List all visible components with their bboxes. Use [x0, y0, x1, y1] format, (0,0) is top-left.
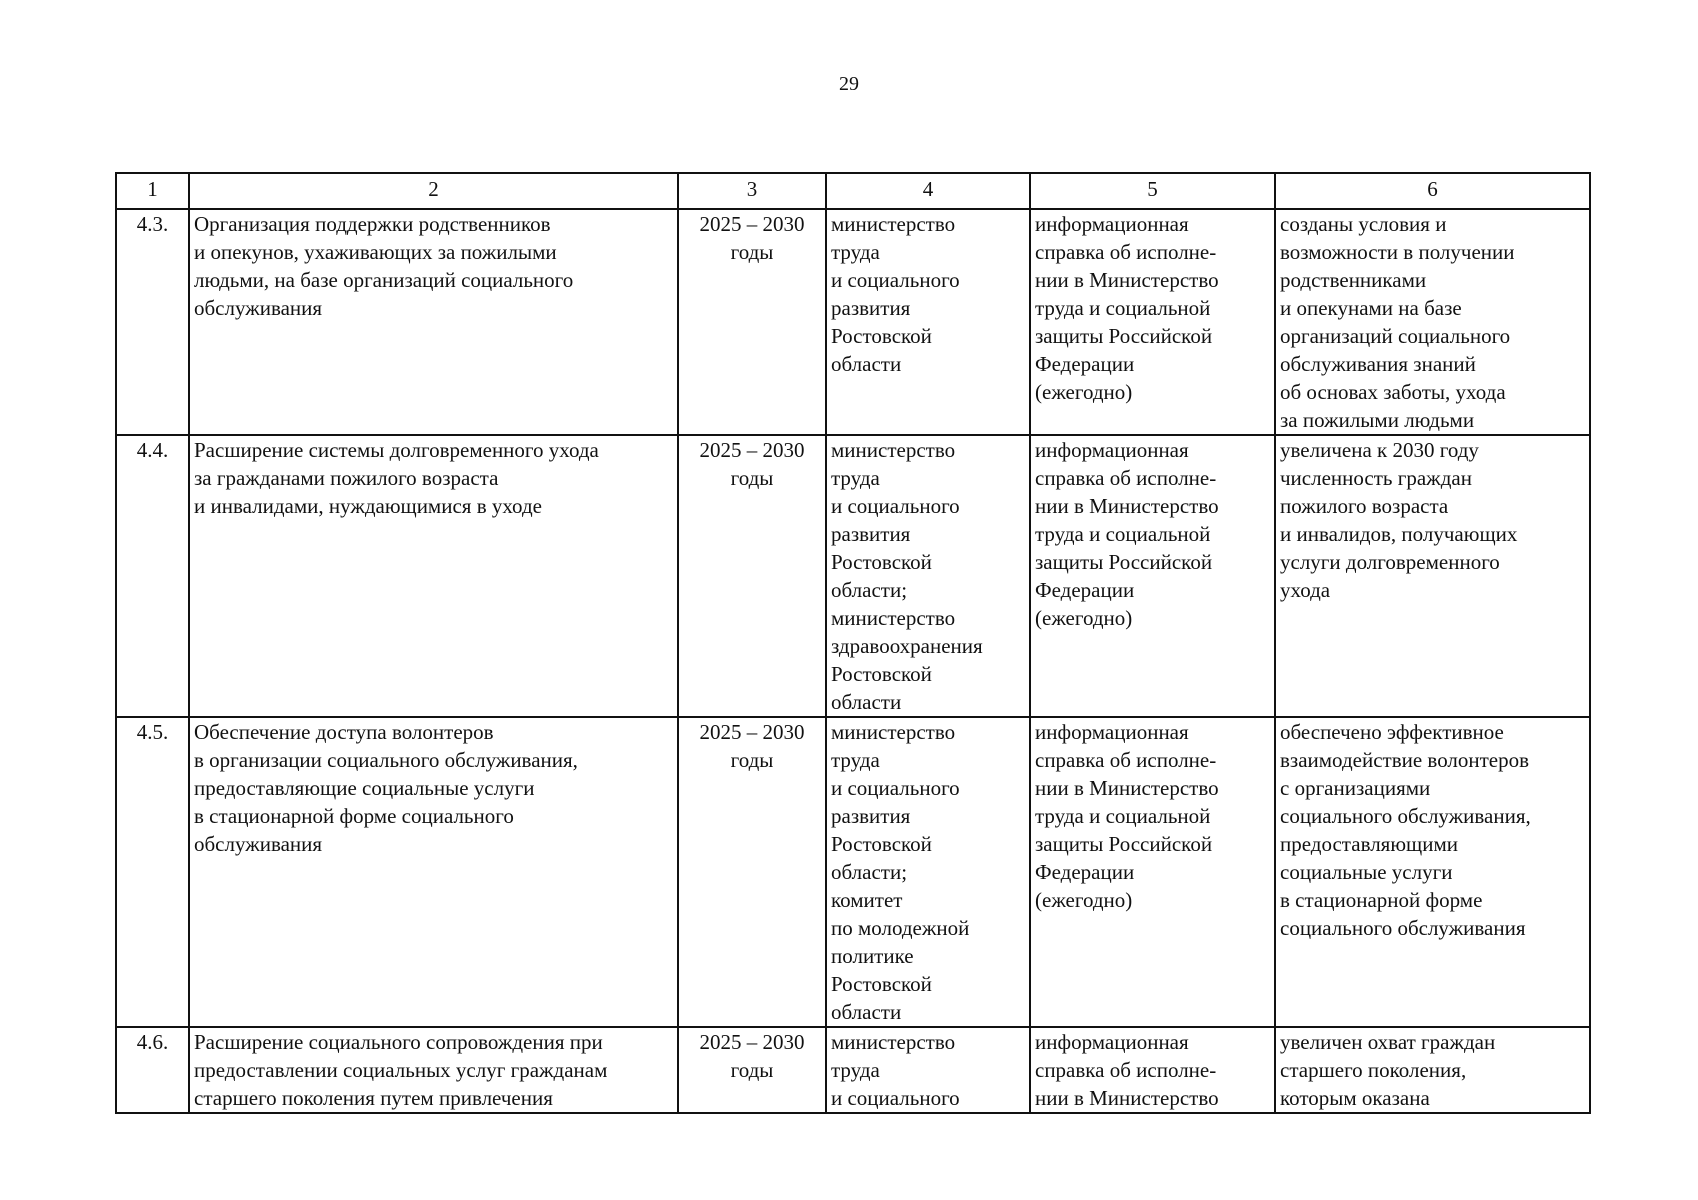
- measures-table: [115, 172, 1591, 1114]
- executor-line: министерство: [831, 606, 956, 630]
- activity-line: обслуживания: [194, 832, 323, 856]
- report-line: (ежегодно): [1035, 380, 1133, 404]
- executor-text: [831, 1028, 1025, 1112]
- activity-line: Организация поддержки родственников: [194, 212, 551, 236]
- report-text: [1035, 210, 1270, 406]
- result-line: социального обслуживания,: [1280, 804, 1531, 828]
- result-line: услуги долговременного: [1280, 550, 1500, 574]
- executor-cell: [826, 1027, 1030, 1113]
- report-line: нии в Министерство: [1035, 494, 1219, 518]
- executor-text: [831, 210, 1025, 378]
- executor-line: Ростовской: [831, 324, 932, 348]
- period-text: [683, 718, 821, 774]
- result-line: организаций социального: [1280, 324, 1511, 348]
- activity-cell: [189, 717, 678, 1027]
- executor-line: труда: [831, 240, 880, 264]
- result-line: старшего поколения,: [1280, 1058, 1467, 1082]
- report-line: справка об исполне-: [1035, 748, 1217, 772]
- report-cell: [1030, 209, 1275, 435]
- report-line: нии в Министерство: [1035, 776, 1219, 800]
- period-line: 2025 – 2030: [699, 1030, 805, 1054]
- table-row: [116, 209, 1590, 435]
- executor-line: области: [831, 1000, 902, 1024]
- executor-line: области: [831, 352, 902, 376]
- executor-text: [831, 718, 1025, 1026]
- executor-line: министерство: [831, 1030, 956, 1054]
- column-number-1: 1: [116, 173, 189, 209]
- column-number-3: 3: [678, 173, 826, 209]
- column-number-6: 6: [1275, 173, 1590, 209]
- executor-cell: [826, 435, 1030, 717]
- executor-line: политике: [831, 944, 914, 968]
- activity-line: за гражданами пожилого возраста: [194, 466, 499, 490]
- report-line: защиты Российской: [1035, 550, 1213, 574]
- executor-line: развития: [831, 804, 911, 828]
- executor-cell: [826, 717, 1030, 1027]
- report-cell: [1030, 717, 1275, 1027]
- activity-text: [194, 718, 673, 858]
- activity-cell: [189, 209, 678, 435]
- report-text: [1035, 436, 1270, 632]
- executor-line: Ростовской: [831, 832, 932, 856]
- period-line: 2025 – 2030: [699, 438, 805, 462]
- report-line: информационная: [1035, 1030, 1189, 1054]
- result-line: с организациями: [1280, 776, 1431, 800]
- report-cell: [1030, 435, 1275, 717]
- report-line: информационная: [1035, 212, 1189, 236]
- result-line: увеличена к 2030 году: [1280, 438, 1479, 462]
- result-line: за пожилыми людьми: [1280, 408, 1475, 432]
- executor-line: труда: [831, 748, 880, 772]
- item-number: 4.6.: [116, 1027, 189, 1113]
- activity-text: [194, 436, 673, 520]
- item-number: 4.5.: [116, 717, 189, 1027]
- report-line: нии в Министерство: [1035, 268, 1219, 292]
- period-line: 2025 – 2030: [699, 212, 805, 236]
- executor-line: и социального: [831, 494, 960, 518]
- column-number-5: 5: [1030, 173, 1275, 209]
- executor-line: министерство: [831, 720, 956, 744]
- activity-line: людьми, на базе организаций социального: [194, 268, 574, 292]
- result-line: ухода: [1280, 578, 1331, 602]
- result-line: в стационарной форме: [1280, 888, 1483, 912]
- table-row: [116, 1027, 1590, 1113]
- item-number: 4.3.: [116, 209, 189, 435]
- report-line: (ежегодно): [1035, 888, 1133, 912]
- result-line: численность граждан: [1280, 466, 1472, 490]
- result-line: об основах заботы, ухода: [1280, 380, 1506, 404]
- activity-text: [194, 210, 673, 322]
- report-line: нии в Министерство: [1035, 1086, 1219, 1110]
- result-cell: [1275, 1027, 1590, 1113]
- period-line: годы: [730, 240, 774, 264]
- executor-line: развития: [831, 522, 911, 546]
- activity-line: обслуживания: [194, 296, 323, 320]
- result-cell: [1275, 435, 1590, 717]
- executor-cell: [826, 209, 1030, 435]
- period-line: годы: [730, 748, 774, 772]
- report-line: защиты Российской: [1035, 324, 1213, 348]
- result-cell: [1275, 717, 1590, 1027]
- report-line: справка об исполне-: [1035, 466, 1217, 490]
- executor-line: комитет: [831, 888, 903, 912]
- period-text: [683, 436, 821, 492]
- activity-line: в организации социального обслуживания,: [194, 748, 578, 772]
- period-cell: [678, 1027, 826, 1113]
- period-line: годы: [730, 466, 774, 490]
- report-line: информационная: [1035, 720, 1189, 744]
- period-line: 2025 – 2030: [699, 720, 805, 744]
- report-line: Федерации: [1035, 578, 1135, 602]
- period-cell: [678, 435, 826, 717]
- table-row: [116, 717, 1590, 1027]
- column-number-4: 4: [826, 173, 1030, 209]
- activity-cell: [189, 435, 678, 717]
- result-line: которым оказана: [1280, 1086, 1430, 1110]
- result-text: [1280, 1028, 1585, 1112]
- result-line: пожилого возраста: [1280, 494, 1449, 518]
- result-text: [1280, 210, 1585, 434]
- executor-line: Ростовской: [831, 550, 932, 574]
- activity-line: предоставлении социальных услуг гражданам: [194, 1058, 608, 1082]
- activity-line: и инвалидами, нуждающимися в уходе: [194, 494, 542, 518]
- result-line: взаимодействие волонтеров: [1280, 748, 1530, 772]
- report-line: информационная: [1035, 438, 1189, 462]
- executor-line: министерство: [831, 212, 956, 236]
- report-text: [1035, 718, 1270, 914]
- report-line: труда и социальной: [1035, 804, 1211, 828]
- executor-line: Ростовской: [831, 662, 932, 686]
- result-line: и опекунами на базе: [1280, 296, 1462, 320]
- report-line: справка об исполне-: [1035, 1058, 1217, 1082]
- executor-line: министерство: [831, 438, 956, 462]
- report-line: Федерации: [1035, 352, 1135, 376]
- result-line: родственниками: [1280, 268, 1427, 292]
- result-line: предоставляющими: [1280, 832, 1458, 856]
- result-line: обеспечено эффективное: [1280, 720, 1504, 744]
- result-line: возможности в получении: [1280, 240, 1515, 264]
- executor-line: и социального: [831, 776, 960, 800]
- result-line: созданы условия и: [1280, 212, 1447, 236]
- executor-line: Ростовской: [831, 972, 932, 996]
- activity-line: старшего поколения путем привлечения: [194, 1086, 553, 1110]
- result-line: увеличен охват граждан: [1280, 1030, 1496, 1054]
- activity-line: предоставляющие социальные услуги: [194, 776, 535, 800]
- report-line: труда и социальной: [1035, 522, 1211, 546]
- executor-line: по молодежной: [831, 916, 970, 940]
- report-text: [1035, 1028, 1270, 1112]
- result-text: [1280, 718, 1585, 942]
- result-line: социальные услуги: [1280, 860, 1453, 884]
- executor-line: и социального: [831, 268, 960, 292]
- activity-line: Расширение системы долговременного ухода: [194, 438, 599, 462]
- executor-line: области: [831, 690, 902, 714]
- executor-line: области;: [831, 860, 908, 884]
- result-line: социального обслуживания: [1280, 916, 1526, 940]
- executor-line: труда: [831, 466, 880, 490]
- result-text: [1280, 436, 1585, 604]
- activity-cell: [189, 1027, 678, 1113]
- report-cell: [1030, 1027, 1275, 1113]
- result-line: и инвалидов, получающих: [1280, 522, 1518, 546]
- report-line: защиты Российской: [1035, 832, 1213, 856]
- result-cell: [1275, 209, 1590, 435]
- executor-line: и социального: [831, 1086, 960, 1110]
- activity-line: Расширение социального сопровождения при: [194, 1030, 603, 1054]
- period-line: годы: [730, 1058, 774, 1082]
- report-line: (ежегодно): [1035, 606, 1133, 630]
- period-text: [683, 1028, 821, 1084]
- item-number: 4.4.: [116, 435, 189, 717]
- page-number: 29: [839, 73, 859, 95]
- table-row: [116, 435, 1590, 717]
- table-header-row: [116, 173, 1590, 209]
- period-cell: [678, 717, 826, 1027]
- executor-line: области;: [831, 578, 908, 602]
- activity-line: Обеспечение доступа волонтеров: [194, 720, 494, 744]
- executor-line: труда: [831, 1058, 880, 1082]
- executor-line: развития: [831, 296, 911, 320]
- activity-line: и опекунов, ухаживающих за пожилыми: [194, 240, 557, 264]
- column-number-2: 2: [189, 173, 678, 209]
- executor-text: [831, 436, 1025, 716]
- result-line: обслуживания знаний: [1280, 352, 1476, 376]
- activity-text: [194, 1028, 673, 1112]
- report-line: труда и социальной: [1035, 296, 1211, 320]
- activity-line: в стационарной форме социального: [194, 804, 514, 828]
- report-line: справка об исполне-: [1035, 240, 1217, 264]
- period-text: [683, 210, 821, 266]
- report-line: Федерации: [1035, 860, 1135, 884]
- period-cell: [678, 209, 826, 435]
- executor-line: здравоохранения: [831, 634, 983, 658]
